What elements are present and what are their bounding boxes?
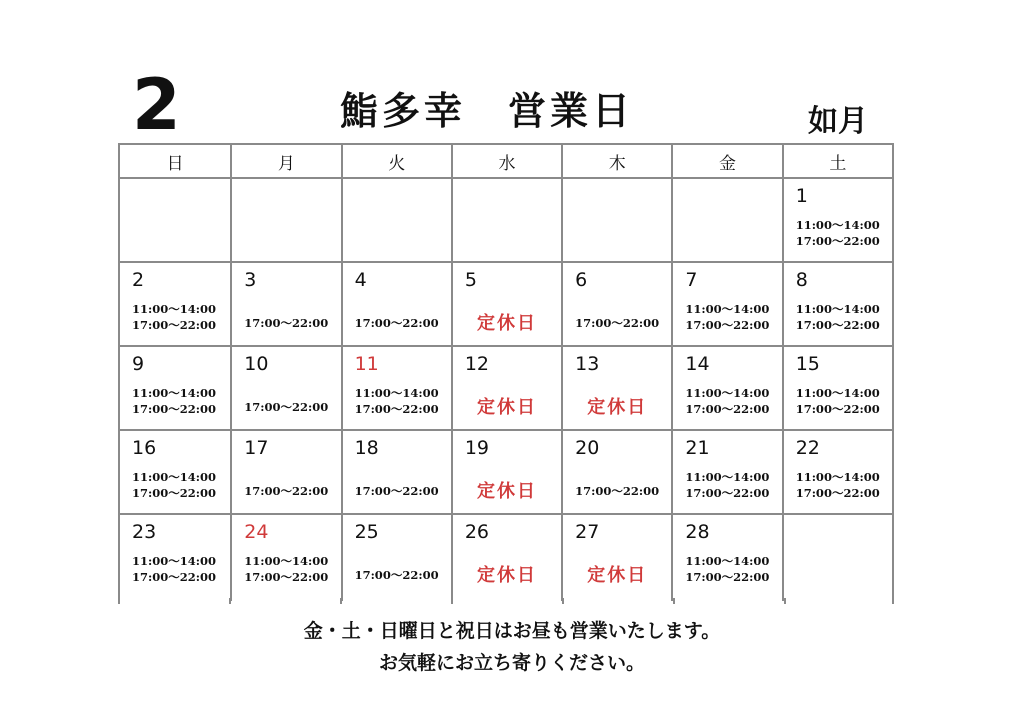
weekday-wed: 水 — [451, 145, 561, 177]
day-cell — [782, 263, 892, 345]
business-hours — [244, 553, 336, 585]
hours-line: 17:00～22:00 — [795, 234, 880, 248]
week-row — [118, 431, 894, 515]
day-cell — [561, 515, 671, 601]
day-number: 20 — [575, 437, 600, 459]
day-number: 6 — [575, 269, 588, 291]
day-cell — [230, 515, 340, 601]
business-hours — [355, 567, 447, 583]
business-hours — [685, 385, 777, 417]
hours-line: 17:00～22:00 — [354, 316, 439, 330]
business-hours — [244, 315, 336, 331]
day-number: 24 — [244, 521, 269, 543]
business-hours — [132, 469, 226, 501]
day-number: 27 — [575, 521, 600, 543]
closed-label: 定休日 — [476, 397, 537, 418]
day-number: 17 — [244, 437, 269, 459]
day-cell — [341, 431, 451, 513]
day-cell — [451, 347, 561, 429]
day-cell — [671, 263, 781, 345]
weekday-sun: 日 — [166, 153, 184, 174]
day-cell — [561, 347, 671, 429]
hours-line: 17:00～22:00 — [795, 318, 880, 332]
hours-line: 17:00～22:00 — [575, 316, 660, 330]
business-hours — [575, 483, 667, 499]
day-number: 2 — [132, 269, 145, 291]
hours-line: 17:00～22:00 — [132, 570, 217, 584]
business-hours — [355, 385, 447, 417]
day-number: 25 — [354, 521, 379, 543]
business-hours — [355, 483, 447, 499]
weekday-sat: 土 — [782, 145, 892, 177]
month-number: 2 — [132, 64, 181, 146]
closed-label: 定休日 — [476, 481, 537, 502]
day-cell — [341, 347, 451, 429]
day-number: 8 — [795, 269, 808, 291]
day-cell — [671, 347, 781, 429]
hours-line: 17:00～22:00 — [244, 484, 329, 498]
day-cell — [120, 179, 230, 261]
hours-line: 11:00～14:00 — [685, 386, 770, 400]
weekday-thu: 木 — [561, 145, 671, 177]
business-hours — [132, 553, 226, 585]
weekday-tue: 火 — [341, 145, 451, 177]
hours-line: 11:00～14:00 — [132, 386, 217, 400]
day-cell — [561, 431, 671, 513]
day-number: 7 — [685, 269, 698, 291]
day-number: 13 — [575, 353, 600, 375]
day-cell — [561, 263, 671, 345]
week-row — [118, 347, 894, 431]
business-hours — [796, 469, 888, 501]
day-cell — [671, 431, 781, 513]
day-number: 23 — [132, 521, 157, 543]
footer-note-line2: お気軽にお立ち寄りください。 — [378, 652, 645, 674]
hours-line: 17:00～22:00 — [685, 318, 770, 332]
day-cell — [451, 263, 561, 345]
closed-label: 定休日 — [587, 397, 648, 418]
day-cell — [230, 347, 340, 429]
day-number: 14 — [685, 353, 710, 375]
day-cell — [782, 515, 892, 601]
day-number: 28 — [685, 521, 710, 543]
day-number: 3 — [244, 269, 257, 291]
day-number: 19 — [464, 437, 490, 459]
hours-line: 11:00～14:00 — [132, 554, 217, 568]
hours-line: 11:00～14:00 — [795, 218, 880, 232]
business-hours — [796, 301, 888, 333]
weekday-mon: 月 — [230, 145, 340, 177]
day-cell — [671, 515, 781, 601]
day-number: 18 — [354, 437, 379, 459]
day-number: 15 — [795, 353, 820, 375]
hours-line: 11:00～14:00 — [795, 470, 880, 484]
day-number: 22 — [795, 437, 820, 459]
hours-line: 17:00～22:00 — [795, 402, 880, 416]
hours-line: 11:00～14:00 — [795, 302, 880, 316]
hours-line: 17:00～22:00 — [132, 402, 217, 416]
hours-line: 11:00～14:00 — [685, 470, 770, 484]
business-hours — [132, 301, 226, 333]
hours-line: 17:00～22:00 — [795, 486, 880, 500]
hours-line: 17:00～22:00 — [354, 484, 439, 498]
day-number: 4 — [354, 269, 367, 291]
day-cell — [120, 263, 230, 345]
day-number: 11 — [354, 353, 379, 375]
hours-line: 11:00～14:00 — [244, 554, 329, 568]
business-hours — [685, 553, 777, 585]
hours-line: 17:00～22:00 — [244, 400, 329, 414]
day-cell — [451, 515, 561, 601]
week-row — [118, 515, 894, 601]
hours-line: 17:00～22:00 — [132, 486, 217, 500]
day-cell — [561, 179, 671, 261]
business-hours — [244, 399, 336, 415]
footer-note-line1: 金・土・日曜日と祝日はお昼も営業いたします。 — [303, 620, 721, 642]
hours-line: 17:00～22:00 — [575, 484, 660, 498]
day-cell — [230, 179, 340, 261]
business-hours — [796, 385, 888, 417]
day-cell — [341, 179, 451, 261]
day-cell — [341, 263, 451, 345]
closed-label: 定休日 — [476, 313, 537, 334]
month-name: 如月 — [808, 104, 868, 139]
page-title: 鮨多幸 営業日 — [340, 88, 635, 133]
hours-line: 11:00～14:00 — [132, 470, 217, 484]
hours-line: 17:00～22:00 — [354, 568, 439, 582]
weekday-fri: 金 — [671, 145, 781, 177]
day-number: 12 — [464, 353, 490, 375]
day-cell — [671, 179, 781, 261]
hours-line: 11:00～14:00 — [685, 302, 770, 316]
day-cell — [120, 431, 230, 513]
calendar-grid — [118, 143, 894, 601]
week-row — [118, 179, 894, 263]
business-hours — [685, 469, 777, 501]
hours-line: 11:00～14:00 — [354, 386, 439, 400]
hours-line: 11:00～14:00 — [685, 554, 770, 568]
day-cell — [451, 179, 561, 261]
business-hours — [575, 315, 667, 331]
day-number: 5 — [464, 269, 477, 291]
weeks-container — [118, 179, 894, 601]
day-number: 21 — [685, 437, 710, 459]
weekday-header — [118, 143, 894, 179]
day-cell — [230, 431, 340, 513]
hours-line: 17:00～22:00 — [132, 318, 217, 332]
business-hours — [796, 217, 888, 249]
day-cell — [341, 515, 451, 601]
day-number: 1 — [795, 185, 808, 207]
hours-line: 11:00～14:00 — [795, 386, 880, 400]
hours-line: 11:00～14:00 — [132, 302, 217, 316]
day-cell — [782, 347, 892, 429]
closed-label: 定休日 — [587, 565, 648, 586]
hours-line: 17:00～22:00 — [354, 402, 439, 416]
day-cell — [782, 431, 892, 513]
week-row — [118, 263, 894, 347]
day-number: 9 — [132, 353, 145, 375]
day-cell — [230, 263, 340, 345]
day-cell — [782, 179, 892, 261]
closed-label: 定休日 — [476, 565, 537, 586]
day-number: 16 — [132, 437, 157, 459]
day-cell — [120, 515, 230, 601]
hours-line: 17:00～22:00 — [685, 570, 770, 584]
day-number: 26 — [464, 521, 490, 543]
hours-line: 17:00～22:00 — [685, 486, 770, 500]
day-cell — [120, 347, 230, 429]
business-hours — [355, 315, 447, 331]
business-hours — [685, 301, 777, 333]
business-hours — [132, 385, 226, 417]
day-number: 10 — [244, 353, 269, 375]
grid-stub — [118, 598, 894, 604]
hours-line: 17:00～22:00 — [244, 570, 329, 584]
business-hours — [244, 483, 336, 499]
day-cell — [451, 431, 561, 513]
hours-line: 17:00～22:00 — [244, 316, 329, 330]
hours-line: 17:00～22:00 — [685, 402, 770, 416]
